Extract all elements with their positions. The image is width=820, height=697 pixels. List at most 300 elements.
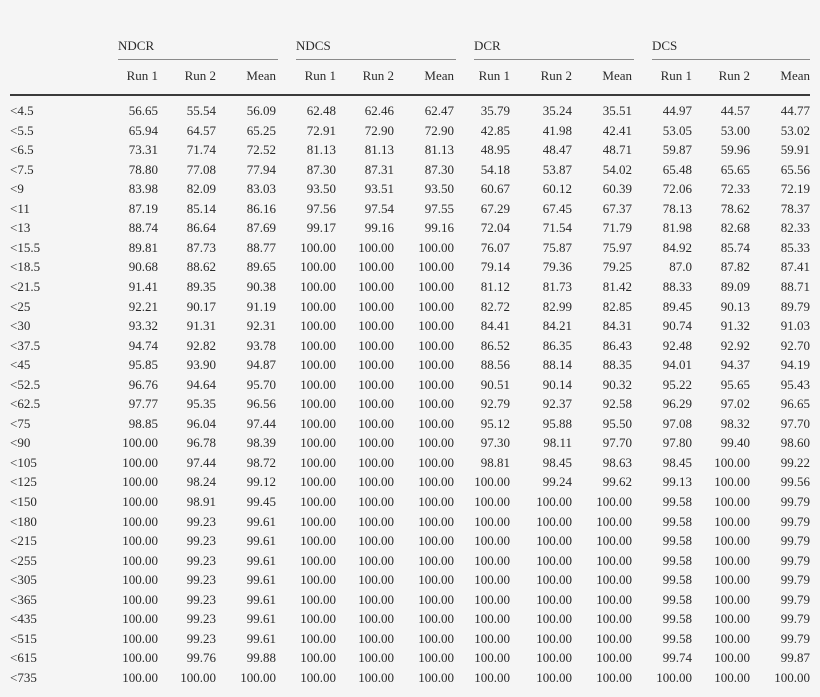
table-cell: 94.64 [186, 376, 216, 392]
table-cell: 100.00 [358, 357, 394, 373]
table-cell: 97.02 [720, 396, 750, 412]
table-cell: 100.00 [300, 239, 336, 255]
row-label: <105 [10, 454, 37, 470]
table-cell: 56.09 [246, 103, 276, 118]
table-row [0, 631, 820, 651]
row-label: <5.5 [10, 122, 34, 138]
table-row [0, 474, 820, 494]
group-header-dcr: DCR [474, 38, 501, 53]
table-row [0, 318, 820, 338]
table-cell: 100.00 [714, 591, 750, 607]
table-cell: 100.00 [358, 552, 394, 568]
row-label: <515 [10, 630, 37, 646]
table-cell: 99.88 [246, 650, 276, 666]
table-cell: 100.00 [596, 669, 632, 685]
table-cell: 100.00 [536, 591, 572, 607]
row-label: <305 [10, 572, 37, 588]
table-cell: 35.51 [602, 103, 632, 118]
table-cell: 99.23 [186, 572, 216, 588]
table-cell: 100.00 [122, 494, 158, 509]
table-cell: 100.00 [418, 278, 454, 294]
table-cell: 72.04 [480, 220, 510, 236]
table-cell: 99.17 [306, 220, 336, 236]
table-cell: 59.87 [662, 142, 692, 158]
table-cell: 96.78 [186, 435, 216, 451]
table-cell: 99.16 [424, 220, 454, 236]
table-row [0, 162, 820, 182]
table-cell: 100.00 [122, 591, 158, 607]
table-cell: 100.00 [358, 415, 394, 431]
table-cell: 100.00 [122, 513, 158, 529]
table-cell: 88.56 [480, 357, 510, 373]
table-cell: 73.31 [128, 142, 158, 158]
table-cell: 99.61 [246, 533, 276, 549]
table-cell: 99.58 [662, 572, 692, 588]
column-header: Run 1 [478, 68, 510, 83]
row-label: <180 [10, 513, 37, 529]
table-row [0, 494, 820, 514]
table-cell: 100.00 [300, 376, 336, 392]
table-cell: 100.00 [122, 630, 158, 646]
table-cell: 96.56 [246, 396, 276, 412]
column-header: Run 1 [660, 68, 692, 83]
row-label: <125 [10, 474, 37, 490]
table-cell: 99.61 [246, 630, 276, 646]
table-cell: 100.00 [122, 552, 158, 568]
row-label: <7.5 [10, 161, 34, 177]
table-cell: 100.00 [358, 669, 394, 685]
table-row [0, 553, 820, 573]
table-cell: 100.00 [714, 552, 750, 568]
table-cell: 86.35 [542, 337, 572, 353]
table-cell: 99.79 [780, 513, 810, 529]
table-cell: 83.98 [128, 181, 158, 197]
table-cell: 99.13 [662, 474, 692, 490]
table-cell: 99.79 [780, 572, 810, 588]
table-cell: 100.00 [474, 611, 510, 627]
table-cell: 42.41 [602, 122, 632, 138]
table-cell: 98.24 [186, 474, 216, 490]
table-cell: 100.00 [358, 533, 394, 549]
table-cell: 100.00 [474, 474, 510, 490]
table-cell: 42.85 [480, 122, 510, 138]
table-cell: 100.00 [418, 259, 454, 275]
table-cell: 64.57 [186, 122, 216, 138]
table-cell: 82.33 [780, 220, 810, 236]
table-row [0, 142, 820, 162]
table-cell: 91.32 [720, 318, 750, 334]
table-cell: 100.00 [418, 650, 454, 666]
column-header: Run 2 [362, 68, 394, 83]
table-row [0, 650, 820, 670]
table-cell: 95.70 [246, 376, 276, 392]
table-cell: 93.50 [424, 181, 454, 197]
table-cell: 99.45 [246, 494, 276, 509]
table-cell: 90.74 [662, 318, 692, 334]
table-cell: 72.06 [662, 181, 692, 197]
table-cell: 99.58 [662, 513, 692, 529]
table-cell: 81.42 [602, 278, 632, 294]
table-row [0, 123, 820, 143]
table-cell: 99.24 [542, 474, 572, 490]
table-cell: 99.23 [186, 513, 216, 529]
table-cell: 99.61 [246, 572, 276, 588]
table-cell: 81.73 [542, 278, 572, 294]
table-cell: 35.24 [542, 103, 572, 118]
table-cell: 100.00 [122, 669, 158, 685]
table-cell: 90.17 [186, 298, 216, 314]
table-cell: 100.00 [418, 376, 454, 392]
table-cell: 91.19 [246, 298, 276, 314]
table-cell: 100.00 [300, 533, 336, 549]
table-cell: 100.00 [596, 630, 632, 646]
table-cell: 92.79 [480, 396, 510, 412]
table-cell: 76.07 [480, 239, 510, 255]
table-cell: 100.00 [714, 513, 750, 529]
table-row [0, 377, 820, 397]
group-header-ndcr: NDCR [118, 38, 155, 53]
table-cell: 84.31 [602, 318, 632, 334]
table-cell: 82.72 [480, 298, 510, 314]
column-header: Run 2 [718, 68, 750, 83]
table-cell: 100.00 [300, 396, 336, 412]
table-cell: 98.63 [602, 454, 632, 470]
table-cell: 94.01 [662, 357, 692, 373]
table-cell: 81.98 [662, 220, 692, 236]
table-cell: 83.03 [246, 181, 276, 197]
table-cell: 95.22 [662, 376, 692, 392]
table-row [0, 396, 820, 416]
table-cell: 94.74 [128, 337, 158, 353]
table-cell: 67.37 [602, 200, 632, 216]
table-cell: 98.32 [720, 415, 750, 431]
row-label: <6.5 [10, 142, 34, 158]
table-cell: 72.90 [424, 122, 454, 138]
group-header-dcs: DCS [652, 38, 678, 53]
table-row [0, 357, 820, 377]
table-cell: 88.62 [186, 259, 216, 275]
table-cell: 100.00 [418, 513, 454, 529]
table-cell: 100.00 [358, 454, 394, 470]
table-cell: 99.23 [186, 591, 216, 607]
table-cell: 100.00 [418, 298, 454, 314]
table-cell: 53.87 [542, 161, 572, 177]
table-cell: 100.00 [474, 513, 510, 529]
table-cell: 99.56 [780, 474, 810, 490]
row-label: <45 [10, 357, 31, 373]
table-cell: 100.00 [714, 454, 750, 470]
table-row [0, 259, 820, 279]
table-cell: 98.60 [780, 435, 810, 451]
table-cell: 93.50 [306, 181, 336, 197]
table-cell: 81.12 [480, 278, 510, 294]
table-cell: 75.87 [542, 239, 572, 255]
table-cell: 100.00 [300, 298, 336, 314]
table-cell: 99.61 [246, 513, 276, 529]
table-row [0, 103, 820, 123]
table-cell: 100.00 [596, 533, 632, 549]
row-label: <37.5 [10, 337, 41, 353]
table-cell: 100.00 [714, 611, 750, 627]
table-cell: 99.22 [780, 454, 810, 470]
table-cell: 100.00 [418, 533, 454, 549]
table-cell: 96.04 [186, 415, 216, 431]
table-cell: 77.94 [246, 161, 276, 177]
table-cell: 100.00 [358, 591, 394, 607]
table-cell: 99.58 [662, 591, 692, 607]
table-cell: 87.30 [424, 161, 454, 177]
table-cell: 48.71 [602, 142, 632, 158]
table-cell: 90.32 [602, 376, 632, 392]
table-cell: 99.61 [246, 591, 276, 607]
table-cell: 100.00 [596, 552, 632, 568]
table-cell: 100.00 [714, 533, 750, 549]
table-cell: 100.00 [300, 650, 336, 666]
table-cell: 79.25 [602, 259, 632, 275]
table-cell: 100.00 [300, 474, 336, 490]
table-cell: 59.91 [780, 142, 810, 158]
table-cell: 86.52 [480, 337, 510, 353]
table-cell: 100.00 [474, 650, 510, 666]
row-label: <15.5 [10, 239, 41, 255]
table-cell: 78.80 [128, 161, 158, 177]
table-cell: 97.56 [306, 200, 336, 216]
table-row [0, 611, 820, 631]
table-cell: 87.69 [246, 220, 276, 236]
table-cell: 81.13 [306, 142, 336, 158]
table-cell: 90.68 [128, 259, 158, 275]
table-cell: 100.00 [418, 454, 454, 470]
table-cell: 71.74 [186, 142, 216, 158]
table-cell: 100.00 [714, 572, 750, 588]
table-cell: 100.00 [714, 630, 750, 646]
group-divider [296, 59, 456, 60]
group-divider [652, 59, 810, 60]
table-cell: 100.00 [774, 669, 810, 685]
table-cell: 100.00 [122, 454, 158, 470]
table-cell: 100.00 [536, 552, 572, 568]
table-cell: 100.00 [358, 650, 394, 666]
table-cell: 88.74 [128, 220, 158, 236]
table-cell: 100.00 [596, 650, 632, 666]
group-divider [474, 59, 634, 60]
table-cell: 60.67 [480, 181, 510, 197]
table-cell: 86.16 [246, 200, 276, 216]
table-cell: 100.00 [358, 494, 394, 509]
table-cell: 92.48 [662, 337, 692, 353]
table-cell: 89.09 [720, 278, 750, 294]
table-row [0, 279, 820, 299]
table-cell: 85.14 [186, 200, 216, 216]
table-cell: 89.45 [662, 298, 692, 314]
table-cell: 98.72 [246, 454, 276, 470]
row-label: <11 [10, 200, 30, 216]
table-cell: 90.13 [720, 298, 750, 314]
table-cell: 100.00 [300, 278, 336, 294]
row-label: <18.5 [10, 259, 41, 275]
table-cell: 100.00 [358, 259, 394, 275]
table-cell: 95.35 [186, 396, 216, 412]
table-cell: 44.77 [780, 103, 810, 118]
table-cell: 100.00 [358, 513, 394, 529]
table-cell: 89.79 [780, 298, 810, 314]
table-row [0, 455, 820, 475]
table-cell: 82.68 [720, 220, 750, 236]
group-header-ndcs: NDCS [296, 38, 331, 53]
table-cell: 100.00 [418, 415, 454, 431]
table-cell: 88.71 [780, 278, 810, 294]
table-cell: 89.81 [128, 239, 158, 255]
table-cell: 71.79 [602, 220, 632, 236]
table-cell: 97.55 [424, 200, 454, 216]
table-cell: 100.00 [596, 611, 632, 627]
table-cell: 100.00 [358, 435, 394, 451]
table-cell: 99.40 [720, 435, 750, 451]
table-cell: 95.85 [128, 357, 158, 373]
table-cell: 95.65 [720, 376, 750, 392]
table-cell: 100.00 [300, 611, 336, 627]
table-cell: 55.54 [186, 103, 216, 118]
table-cell: 100.00 [122, 533, 158, 549]
table-cell: 100.00 [418, 572, 454, 588]
table-cell: 100.00 [474, 572, 510, 588]
row-label: <21.5 [10, 278, 41, 294]
table-cell: 100.00 [474, 591, 510, 607]
table-cell: 100.00 [536, 494, 572, 509]
table-cell: 99.79 [780, 552, 810, 568]
table-cell: 98.81 [480, 454, 510, 470]
table-cell: 100.00 [300, 669, 336, 685]
table-cell: 78.37 [780, 200, 810, 216]
table-cell: 92.82 [186, 337, 216, 353]
table-cell: 96.76 [128, 376, 158, 392]
table-row [0, 338, 820, 358]
table-cell: 99.74 [662, 650, 692, 666]
table-cell: 100.00 [714, 669, 750, 685]
table-cell: 95.12 [480, 415, 510, 431]
table-cell: 88.77 [246, 239, 276, 255]
table-cell: 100.00 [300, 259, 336, 275]
table-cell: 62.47 [424, 103, 454, 118]
table-cell: 87.73 [186, 239, 216, 255]
table-cell: 100.00 [300, 454, 336, 470]
table-cell: 41.98 [542, 122, 572, 138]
table-cell: 97.70 [602, 435, 632, 451]
table-cell: 87.82 [720, 259, 750, 275]
table-cell: 100.00 [474, 494, 510, 509]
table-cell: 100.00 [418, 435, 454, 451]
column-header: Run 1 [126, 68, 158, 83]
table-cell: 48.95 [480, 142, 510, 158]
row-label: <13 [10, 220, 31, 236]
table-cell: 99.79 [780, 533, 810, 549]
row-label: <62.5 [10, 396, 41, 412]
table-cell: 99.58 [662, 611, 692, 627]
column-header: Run 2 [184, 68, 216, 83]
table-cell: 65.56 [780, 161, 810, 177]
table-cell: 99.58 [662, 533, 692, 549]
table-cell: 95.50 [602, 415, 632, 431]
table-cell: 100.00 [474, 552, 510, 568]
column-header: Mean [602, 68, 632, 83]
table-row [0, 514, 820, 534]
table-cell: 87.19 [128, 200, 158, 216]
table-cell: 94.37 [720, 357, 750, 373]
table-cell: 100.00 [358, 278, 394, 294]
table-cell: 100.00 [358, 611, 394, 627]
table-cell: 89.35 [186, 278, 216, 294]
table-cell: 88.14 [542, 357, 572, 373]
table-cell: 99.79 [780, 630, 810, 646]
table-cell: 100.00 [180, 669, 216, 685]
table-cell: 99.79 [780, 591, 810, 607]
table-cell: 99.61 [246, 552, 276, 568]
table-cell: 86.43 [602, 337, 632, 353]
table-cell: 82.85 [602, 298, 632, 314]
table-cell: 93.90 [186, 357, 216, 373]
table-cell: 90.51 [480, 376, 510, 392]
table-cell: 100.00 [596, 591, 632, 607]
table-cell: 92.21 [128, 298, 158, 314]
table-cell: 100.00 [596, 513, 632, 529]
table-cell: 100.00 [536, 513, 572, 529]
table-cell: 100.00 [358, 318, 394, 334]
table-cell: 100.00 [714, 474, 750, 490]
table-cell: 100.00 [122, 435, 158, 451]
table-cell: 78.62 [720, 200, 750, 216]
table-cell: 100.00 [300, 591, 336, 607]
table-cell: 100.00 [536, 611, 572, 627]
table-cell: 87.30 [306, 161, 336, 177]
table-cell: 100.00 [714, 494, 750, 509]
table-cell: 98.11 [543, 435, 572, 451]
table-cell: 97.08 [662, 415, 692, 431]
table-cell: 96.65 [780, 396, 810, 412]
table-cell: 100.00 [122, 474, 158, 490]
row-label: <30 [10, 318, 31, 334]
table-cell: 99.23 [186, 533, 216, 549]
table-cell: 85.74 [720, 239, 750, 255]
table-cell: 97.30 [480, 435, 510, 451]
table-cell: 81.13 [424, 142, 454, 158]
table-cell: 90.14 [542, 376, 572, 392]
table-cell: 100.00 [418, 318, 454, 334]
table-cell: 94.87 [246, 357, 276, 373]
table-cell: 44.97 [662, 103, 692, 118]
header-rule [10, 94, 810, 96]
table-cell: 54.02 [602, 161, 632, 177]
table-cell: 91.31 [186, 318, 216, 334]
table-cell: 99.62 [602, 474, 632, 490]
table-cell: 53.02 [780, 122, 810, 138]
table-row [0, 572, 820, 592]
table-cell: 99.16 [364, 220, 394, 236]
table-cell: 54.18 [480, 161, 510, 177]
table-cell: 65.25 [246, 122, 276, 138]
table-cell: 81.13 [364, 142, 394, 158]
row-label: <90 [10, 435, 31, 451]
table-cell: 87.31 [364, 161, 394, 177]
table-cell: 67.29 [480, 200, 510, 216]
table-cell: 100.00 [536, 630, 572, 646]
table-cell: 100.00 [122, 572, 158, 588]
table-cell: 95.88 [542, 415, 572, 431]
table-cell: 100.00 [300, 572, 336, 588]
row-label: <150 [10, 494, 37, 509]
table-cell: 100.00 [358, 239, 394, 255]
table-cell: 97.54 [364, 200, 394, 216]
table-cell: 100.00 [418, 611, 454, 627]
